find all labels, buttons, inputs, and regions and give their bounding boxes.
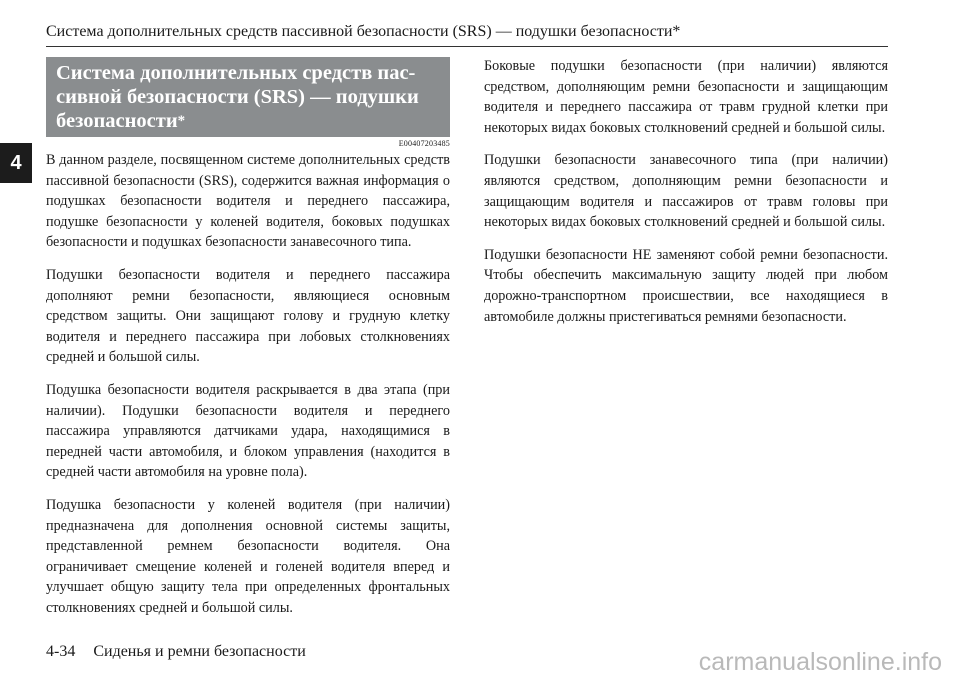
watermark: carmanualsonline.info bbox=[698, 648, 942, 676]
paragraph: Подушки безопасности НЕ заменяют собой ремни безопасности. Чтобы обеспечить максимальную защиту людей при любом дорожно-транспортном происшествии, все находящиеся в автомобиле должны пристегиваться ремнями безопасности. bbox=[484, 246, 888, 325]
left-column bbox=[46, 150, 450, 630]
section-code: E00407203485 bbox=[398, 139, 450, 148]
chapter-tab: 4 bbox=[0, 143, 32, 183]
header-divider bbox=[46, 46, 888, 47]
section-title-word: безопасности bbox=[56, 110, 178, 132]
right-column bbox=[484, 56, 888, 339]
section-title-line bbox=[56, 109, 440, 133]
paragraph: Подушки безопасности занавесочного типа (при наличии) являются средством, дополняющим ремни безопасности и защищающим водителя и пассажиров от травм головы при некоторых видах боковых столкновений средней и большой силы. bbox=[484, 152, 888, 231]
section-title-line: сивной безопасности (SRS) — подушки bbox=[56, 86, 419, 108]
section-title-box bbox=[46, 57, 450, 137]
paragraph: В данном разделе, посвященном системе дополнительных средств пассивной безопасности (SRS), содержится важная информация о подушках безопасности водителя и переднего пассажира, подушке безопасности у коленей водителя, боковых подушках безопасности и подушках безопасности занавесочного типа. bbox=[46, 152, 450, 251]
paragraph: Подушка безопасности водителя раскрывается в два этапа (при наличии). Подушки безопасности водителя и переднего пассажира управляются датчиками удара, находящимися в передней части автомобиля, и блоком управления (находится в средней части автомобиля на уровне пола). bbox=[46, 381, 450, 481]
paragraph: Боковые подушки безопасности (при наличии) являются средством, дополняющим ремни безопасности и защищающим водителя и переднего пассажира от травм грудной клетки при некоторых видах боковых столкновений средней и большой силы. bbox=[484, 58, 888, 136]
section-title-line: Система дополнительных средств пас- bbox=[56, 62, 416, 84]
paragraph: Подушка безопасности у коленей водителя (при наличии) предназначена для дополнения основной системы защиты, представленной ремнем безопасности водителя. Она ограничивает смещение коленей и голеней водителя вперед и улучшает общую защиту тела при определенных фронтальных столкновениях средней и большой силы. bbox=[46, 496, 450, 616]
page-number: 4-34 bbox=[46, 643, 76, 660]
optional-asterisk: * bbox=[177, 113, 186, 129]
footer-section-name: Сиденья и ремни безопасности bbox=[93, 643, 306, 660]
page-footer bbox=[46, 642, 306, 662]
paragraph: Подушки безопасности водителя и переднего пассажира дополняют ремни безопасности, являющиеся основным средством защиты. Они защищают голову и грудную клетку водителя и переднего пассажира при лобовых столкновениях средней и большой силы. bbox=[46, 266, 450, 366]
page-header: Система дополнительных средств пассивной безопасности (SRS) — подушки безопасности* bbox=[46, 23, 681, 40]
